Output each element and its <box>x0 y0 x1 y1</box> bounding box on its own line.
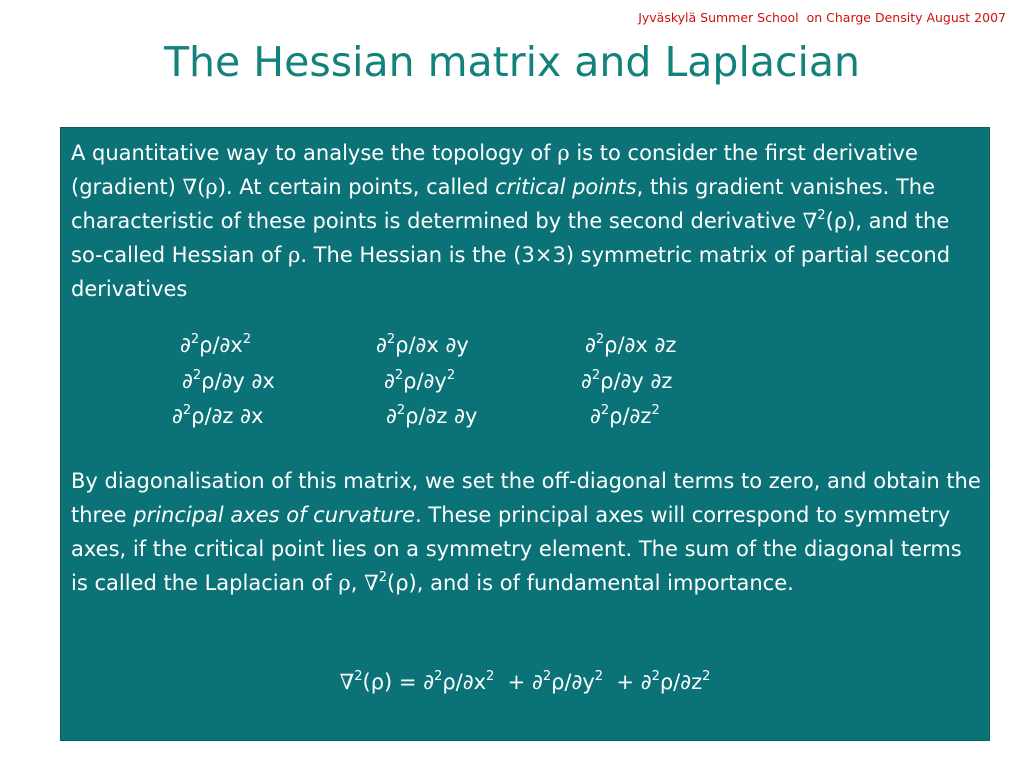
matrix-row <box>60 364 990 398</box>
matrix-cell <box>384 364 455 398</box>
slide-title: The Hessian matrix and Laplacian <box>164 38 860 86</box>
matrix-cell <box>172 399 263 433</box>
rho-symbol: ρ <box>287 243 301 267</box>
text-run: A quantitative way to analyse the topology of <box>71 141 558 165</box>
diagonalisation-paragraph <box>71 464 983 600</box>
superscript: 2 <box>378 569 388 585</box>
superscript: 2 <box>542 668 552 684</box>
superscript: 2 <box>702 668 711 684</box>
matrix-cell <box>376 328 469 362</box>
rho-symbol: ρ <box>338 571 351 595</box>
text-run: By diagonalisation of this matrix, we set the off-diagonal terms to zero, and obtain the three <box>71 469 981 527</box>
cell-text: ρ/∂x ∂z <box>604 333 677 357</box>
nabla-symbol: ∇ <box>364 571 379 595</box>
matrix-row <box>60 328 990 362</box>
formula-part: ρ/∂z <box>659 670 703 694</box>
cell-text: ρ/∂x ∂y <box>395 333 469 357</box>
partial-symbol: ∂ <box>180 333 191 357</box>
superscript: 2 <box>486 668 495 684</box>
formula-part: + ∂ <box>494 670 543 694</box>
superscript: 2 <box>190 331 200 347</box>
superscript: 2 <box>591 367 601 383</box>
matrix-cell <box>581 364 672 398</box>
laplacian-formula <box>60 665 990 699</box>
cell-text: ρ/∂z <box>609 404 652 428</box>
text-run: . These principal axes will correspond to symmetry axes, if the critical point lies on a symmetry element. The sum of the diagonal terms is called the Laplacian of <box>71 503 962 595</box>
partial-symbol: ∂ <box>386 404 397 428</box>
superscript: 2 <box>651 402 660 418</box>
formula-part: ρ/∂x <box>442 670 487 694</box>
partial-symbol: ∂ <box>376 333 387 357</box>
nabla-symbol: ∇ <box>802 209 818 233</box>
superscript: 2 <box>595 331 605 347</box>
matrix-cell <box>590 399 660 433</box>
formula-part: (ρ) = ∂ <box>362 670 435 694</box>
cell-text: ρ/∂z ∂x <box>191 404 264 428</box>
partial-symbol: ∂ <box>384 369 395 393</box>
cell-text: ρ/∂z ∂y <box>405 404 478 428</box>
text-run: is to consider the first derivative (gradient) <box>71 141 918 199</box>
superscript: 2 <box>192 367 202 383</box>
superscript: 2 <box>394 367 404 383</box>
partial-symbol: ∂ <box>172 404 183 428</box>
rho-symbol: ρ <box>557 141 570 165</box>
principal-axes-term: principal axes of curvature <box>133 503 416 527</box>
nabla-symbol: ∇ <box>339 670 355 694</box>
text-run: , <box>350 571 365 595</box>
partial-symbol: ∂ <box>585 333 596 357</box>
matrix-cell <box>180 328 251 362</box>
times-symbol: × <box>534 243 553 267</box>
cell-text: ρ/∂x <box>199 333 243 357</box>
superscript: 2 <box>600 402 610 418</box>
superscript: 2 <box>386 331 396 347</box>
superscript: 2 <box>434 668 443 684</box>
text-run: (ρ), and the so-called Hessian of <box>71 209 950 267</box>
header-event-note: Jyväskylä Summer School on Charge Density August 2007 <box>638 10 1006 25</box>
superscript: 2 <box>396 402 406 418</box>
superscript: 2 <box>354 668 363 684</box>
superscript: 2 <box>651 668 660 684</box>
cell-text: ρ/∂y <box>403 369 447 393</box>
text-run: . The Hessian is the (3 <box>300 243 535 267</box>
partial-symbol: ∂ <box>590 404 601 428</box>
matrix-cell <box>585 328 676 362</box>
matrix-row <box>60 399 990 433</box>
matrix-cell <box>182 364 275 398</box>
critical-points-term: critical points <box>495 175 637 199</box>
text-run: 3) symmetric matrix of partial second derivatives <box>71 243 951 301</box>
superscript: 2 <box>242 331 252 347</box>
cell-text: ρ/∂y ∂x <box>201 369 275 393</box>
formula-part: ρ/∂y <box>551 670 595 694</box>
intro-paragraph <box>71 136 983 306</box>
superscript: 2 <box>446 367 456 383</box>
superscript: 2 <box>594 668 604 684</box>
superscript: 2 <box>817 207 826 223</box>
partial-symbol: ∂ <box>182 369 193 393</box>
gradient-symbol: ∇(ρ) <box>182 175 226 199</box>
text-run: , this gradient vanishes. The characteristic of these points is determined by the second derivative <box>71 175 936 233</box>
matrix-cell <box>386 399 477 433</box>
content-panel <box>60 127 990 741</box>
text-run: . At certain points, called <box>225 175 496 199</box>
partial-symbol: ∂ <box>581 369 592 393</box>
superscript: 2 <box>182 402 192 418</box>
text-run: (ρ), and is of fundamental importance. <box>387 571 794 595</box>
cell-text: ρ/∂y ∂z <box>600 369 673 393</box>
formula-part: + ∂ <box>603 670 652 694</box>
